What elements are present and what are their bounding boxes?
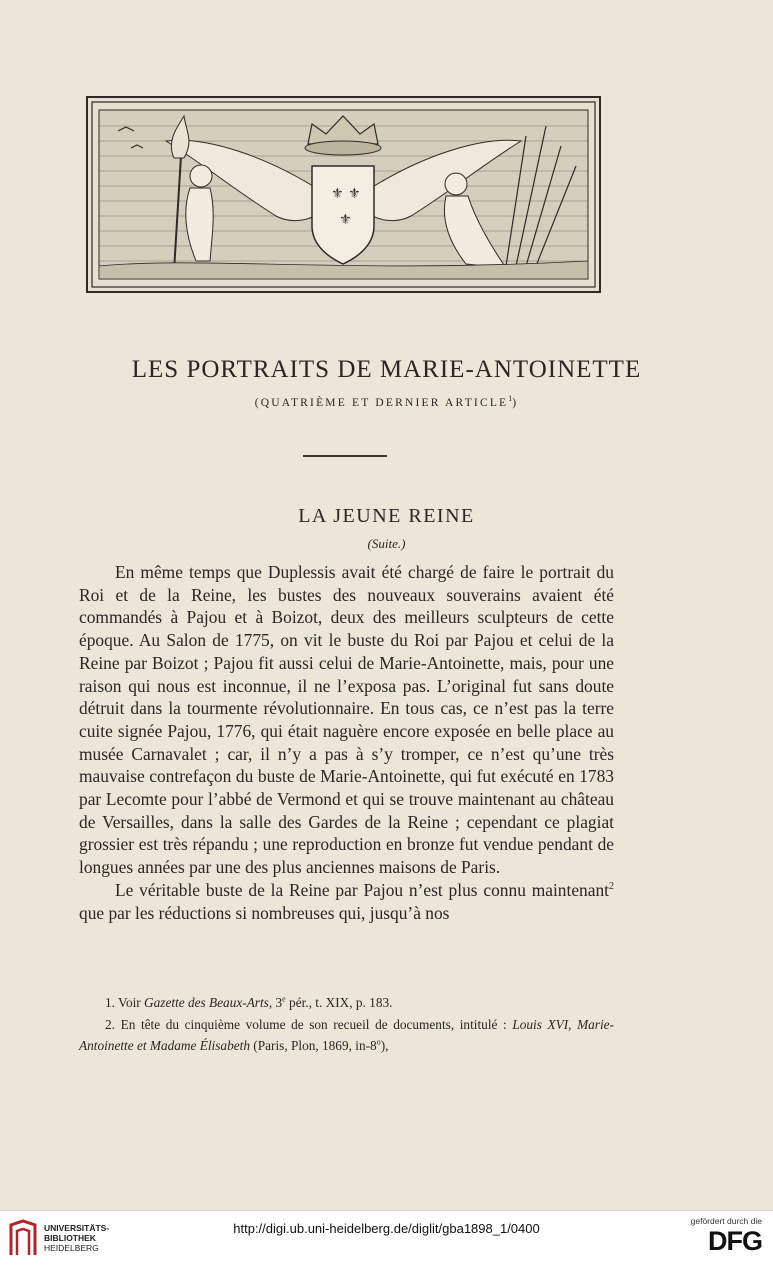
- dfg-logo[interactable]: DFG: [708, 1226, 762, 1256]
- footnote-1-mid: , 3: [268, 995, 283, 1010]
- footnote-1-sup: e: [282, 994, 286, 1004]
- footnote-2-rest: (Paris, Plon, 1869, in-8: [249, 1038, 377, 1053]
- paragraph-2: [79, 879, 614, 924]
- footnote-2: [79, 1014, 614, 1057]
- section-heading: LA JEUNE REINE: [298, 505, 475, 527]
- paragraph-2-end: que par les réductions si nombreuses qui, jusqu’à nos: [79, 902, 450, 923]
- permalink-url[interactable]: http://digi.ub.uni-heidelberg.de/diglit/gba1898_1/0400: [233, 1221, 540, 1236]
- paragraph-2-start: Le véritable buste de la Reine par Pajou n’est plus connu maintenant: [115, 879, 609, 900]
- uni-line-2: BIBLIOTHEK: [44, 1233, 96, 1243]
- paragraph-1: En même temps que Duplessis avait été chargé de faire le portrait du Roi et de la Reine, les bustes des nouveaux souverains avaient été commandés à Pajou et à Boizot, deux des meilleurs sculpteurs de cette époque. Au Salon de 1775, on vit le buste du Roi par Pajou et celui de la Reine par Boizot ; Pajou fit aussi celui de Marie-Antoinette, mais, pour une raison qui nous est inconnue, il ne l’exposa pas. L’original fut sans doute détruit dans la tourmente révolutionnaire. En tous cas, ce n’est pas la terre cuite signée Pajou, 1776, qui était naguère encore exposée en belle place au musée Carnavalet ; car, il n’y a pas à s’y tromper, ce n’est qu’une très mauvaise contrefaçon du buste de Marie-Antoinette, qui fut exécuté en 1783 par Lecomte pour l’abbé de Vermond et qui se trouve maintenant au château de Versailles, dans la salle des Gardes de la Reine ; cependant ce plagiat grossier est très répandu ; une reproduction en bronze fut vendue pendant de longues années par une des plus anciennes maisons de Paris.: [79, 562, 614, 878]
- section-suite: (Suite.): [367, 536, 406, 551]
- uni-line-3: HEIDELBERG: [44, 1243, 99, 1253]
- footer-bar: [0, 1210, 773, 1265]
- title-divider: [303, 455, 387, 457]
- subtitle-close: ): [512, 396, 519, 409]
- footnote-1-rest: pér., t. XIX, p. 183.: [285, 995, 393, 1010]
- uni-line-1: UNIVERSITÄTS-: [44, 1223, 110, 1233]
- footnote-2-sup: o: [376, 1037, 381, 1047]
- footnote-1-title: Gazette des Beaux-Arts: [144, 995, 269, 1010]
- dfg-funding-note: gefördert durch die: [690, 1216, 762, 1226]
- crown-coat-of-arms-illustration: [86, 96, 601, 293]
- article-subtitle: [0, 394, 773, 409]
- footnote-ref-2[interactable]: 2: [609, 881, 614, 893]
- footnote-1: [79, 992, 614, 1014]
- body-text: [79, 561, 614, 924]
- footnote-2-prefix: 2. En tête du cinquième volume de son recueil de documents, intitulé :: [105, 1016, 513, 1032]
- headpiece-engraving: [86, 96, 601, 293]
- subtitle-text: (QUATRIÈME ET DERNIER ARTICLE: [254, 396, 509, 409]
- svg-text:⚜: ⚜: [348, 186, 361, 202]
- footnotes: [79, 992, 614, 1057]
- footnote-2-title: Louis XVI, Marie-Antoinette et Madame Élisabeth: [79, 1016, 614, 1053]
- footnote-ref-1[interactable]: 1: [508, 394, 513, 403]
- footnote-2-close: ),: [380, 1038, 389, 1053]
- article-title: LES PORTRAITS DE MARIE-ANTOINETTE: [131, 356, 642, 383]
- svg-text:⚜: ⚜: [339, 212, 352, 228]
- footnote-1-prefix: 1. Voir: [105, 995, 145, 1010]
- svg-text:⚜: ⚜: [331, 186, 344, 202]
